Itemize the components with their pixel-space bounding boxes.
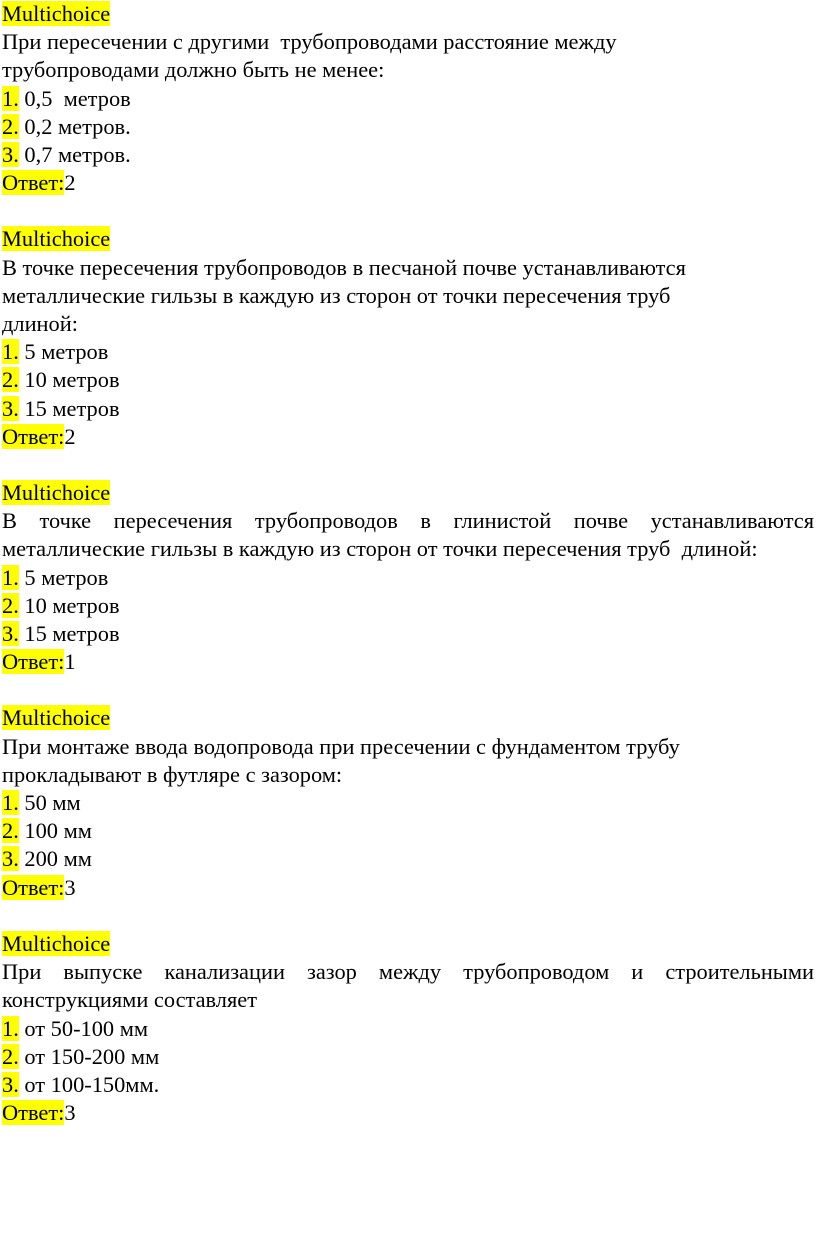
- option-number: 1.: [2, 1015, 19, 1041]
- option-item: [2, 85, 816, 113]
- option-item: [2, 845, 816, 873]
- option-number: 3.: [2, 1071, 19, 1097]
- question-text-line: металлические гильзы в каждую из сторон от точки пересечения труб: [2, 282, 671, 308]
- option-item: [2, 564, 816, 592]
- answer: [2, 648, 816, 676]
- option-item: [2, 817, 816, 845]
- option-item: [2, 1015, 816, 1043]
- option-number: 2.: [2, 367, 19, 393]
- option-item: [2, 592, 816, 620]
- option-text: 10 метров: [18, 592, 120, 618]
- option-number: 1.: [2, 339, 19, 365]
- option-number: 3.: [2, 621, 19, 647]
- question-text-line: При выпуске канализации зазор между трубопроводом и строительными: [2, 959, 814, 985]
- question-type-label: Multichoice: [2, 480, 111, 506]
- question-type-label: Multichoice: [2, 1, 111, 26]
- answer-label: Ответ:: [2, 423, 65, 449]
- option-item: [2, 1043, 816, 1071]
- option-item: [2, 789, 816, 817]
- question-text-line: металлические гильзы в каждую из сторон от точки пересечения труб длиной:: [2, 536, 758, 562]
- option-text: от 150-200 мм: [18, 1043, 160, 1069]
- spacer: [2, 902, 816, 930]
- option-text: 100 мм: [18, 818, 92, 844]
- answer: [2, 423, 816, 451]
- question-text-line: В точке пересечения трубопроводов в глинистой почве устанавливаются: [2, 508, 814, 534]
- option-item: [2, 366, 816, 394]
- question-block: [2, 0, 816, 197]
- answer-label: Ответ:: [2, 874, 65, 900]
- question-text-line: В точке пересечения трубопроводов в песчаной почве устанавливаются: [2, 254, 686, 280]
- option-number: 2.: [2, 1043, 19, 1069]
- question-text-line: трубопроводами должно быть не менее:: [2, 57, 385, 83]
- answer-value: 3: [64, 874, 76, 900]
- spacer: [2, 676, 816, 704]
- question-block: [2, 930, 816, 1127]
- answer-value: 2: [64, 423, 76, 449]
- answer-label: Ответ:: [2, 649, 65, 675]
- question-type: [2, 704, 816, 732]
- question-type-label: Multichoice: [2, 930, 111, 956]
- option-text: 0,2 метров.: [18, 113, 131, 139]
- question-type: [2, 0, 816, 28]
- option-number: 3.: [2, 395, 19, 421]
- spacer: [2, 197, 816, 225]
- question-type: [2, 479, 816, 507]
- question-type-label: Multichoice: [2, 705, 111, 731]
- question-type-label: Multichoice: [2, 226, 111, 252]
- answer-value: 1: [64, 649, 76, 675]
- question-text-line: прокладывают в футляре с зазором:: [2, 761, 343, 787]
- option-text: 200 мм: [18, 846, 92, 872]
- option-text: 50 мм: [18, 790, 81, 816]
- option-number: 1.: [2, 85, 19, 111]
- option-item: [2, 338, 816, 366]
- question-text-line: При монтаже ввода водопровода при пресечении с фундаментом трубу: [2, 733, 680, 759]
- option-text: 5 метров: [18, 564, 109, 590]
- answer: [2, 169, 816, 197]
- option-number: 1.: [2, 790, 19, 816]
- option-number: 3.: [2, 846, 19, 872]
- option-item: [2, 620, 816, 648]
- question-text-line: конструкциями составляет: [2, 987, 257, 1013]
- answer-label: Ответ:: [2, 170, 65, 196]
- question-block: [2, 225, 816, 451]
- option-text: 15 метров: [18, 395, 120, 421]
- option-text: от 50-100 мм: [18, 1015, 149, 1041]
- option-item: [2, 1071, 816, 1099]
- option-number: 2.: [2, 113, 19, 139]
- option-number: 2.: [2, 818, 19, 844]
- option-text: 0,5 метров: [18, 85, 131, 111]
- option-number: 1.: [2, 564, 19, 590]
- option-text: 10 метров: [18, 367, 120, 393]
- option-item: [2, 395, 816, 423]
- question-block: [2, 704, 816, 901]
- option-number: 2.: [2, 592, 19, 618]
- option-text: от 100-150мм.: [18, 1071, 160, 1097]
- question-type: [2, 225, 816, 253]
- option-text: 5 метров: [18, 339, 109, 365]
- option-item: [2, 113, 816, 141]
- answer-value: 3: [64, 1100, 76, 1126]
- answer-label: Ответ:: [2, 1100, 65, 1126]
- question-type: [2, 930, 816, 958]
- option-text: 0,7 метров.: [18, 142, 131, 168]
- answer: [2, 1099, 816, 1127]
- option-item: [2, 141, 816, 169]
- answer: [2, 874, 816, 902]
- question-block: [2, 479, 816, 676]
- question-text-line: длиной:: [2, 311, 78, 337]
- answer-value: 2: [64, 170, 76, 196]
- spacer: [2, 451, 816, 479]
- question-text-line: При пересечении с другими трубопроводами расстояние между: [2, 29, 617, 55]
- option-number: 3.: [2, 142, 19, 168]
- option-text: 15 метров: [18, 621, 120, 647]
